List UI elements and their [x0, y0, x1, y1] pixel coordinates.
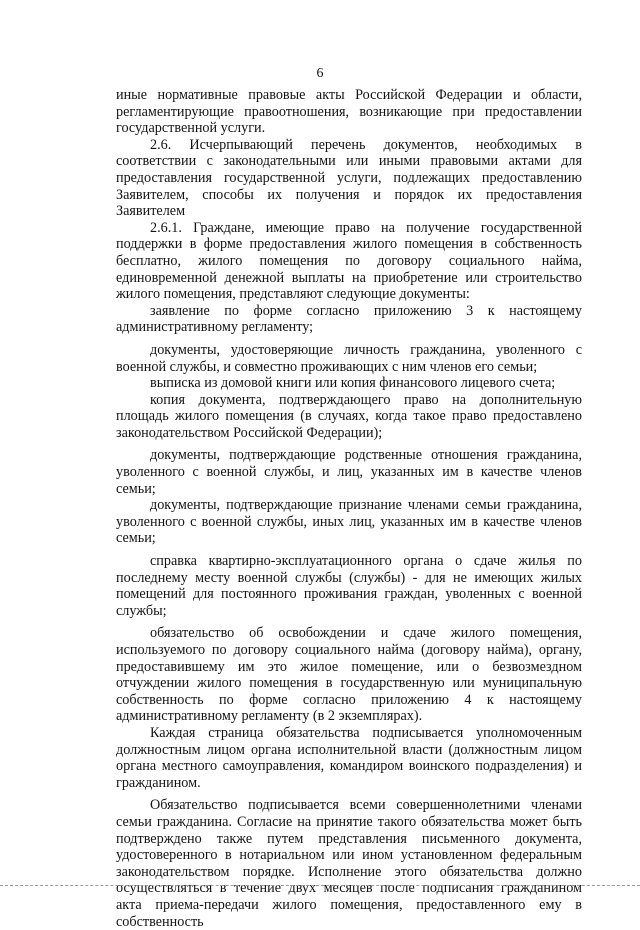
list-item: копия документа, подтверждающего право на дополнительную площадь жилого помещения (в случаях, когда такое право предоставлено законодательством Российской Федерации); — [116, 391, 582, 441]
page-number: 6 — [316, 66, 324, 81]
list-item: документы, удостоверяющие личность гражданина, уволенного с военной службы, и совместно проживающих с ним членов его семьи; — [116, 341, 582, 375]
paragraph: иные нормативные правовые акты Российской Федерации и области, регламентирующие правоотношения, возникающие при предоставлении государственной услуги. — [116, 87, 582, 137]
list-item: документы, подтверждающие признание членами семьи гражданина, уволенного с военной службы, иных лиц, указанных им в качестве членов семьи; — [116, 497, 582, 547]
document-body — [116, 87, 582, 930]
paragraph: Обязательство подписывается всеми совершеннолетними членами семьи гражданина. Согласие на принятие такого обязательства может быть подтверждено также путем представления письменного документа, удостоверенного в нотариальном или ином установленном федеральным законодательством порядке. Исполнение этого обязательства должно осуществляться в течение двух месяцев после подписания гражданином акта приема-передачи жилого помещения, предоставленного ему в собственность — [116, 797, 582, 930]
list-item: обязательство об освобождении и сдаче жилого помещения, используемого по договору социального найма (договору найма), органу, предоставившему им это жилое помещение, или о безвозмездном отчуждении жилого помещения в государственную или муниципальную собственность по форме согласно приложению 4 к настоящему административному регламенту (в 2 экземплярах). — [116, 625, 582, 725]
list-item: документы, подтверждающие родственные отношения гражданина, уволенного с военной службы, и лиц, указанных им в качестве членов семьи; — [116, 447, 582, 497]
page-bottom-edge — [0, 885, 640, 886]
list-item: заявление по форме согласно приложению 3 к настоящему административному регламенту; — [116, 302, 582, 336]
paragraph: 2.6.1. Граждане, имеющие право на получение государственной поддержки в форме предоставления жилого помещения в собственность бесплатно, жилого помещения по договору социального найма, единовременной денежной выплаты на приобретение или строительство жилого помещения, представляют следующие документы: — [116, 219, 582, 303]
list-item: выписка из домовой книги или копия финансового лицевого счета; — [150, 375, 556, 392]
list-item: справка квартирно-эксплуатационного органа о сдаче жилья по последнему месту военной службы (службы) - для не имеющих жилых помещений для постоянного проживания граждан, уволенных с военной службы; — [116, 553, 582, 619]
paragraph: Каждая страница обязательства подписывается уполномоченным должностным лицом органа исполнительной власти (должностным лицом органа местного самоуправления, командиром воинского подразделения) и гражданином. — [116, 724, 582, 791]
section-heading: 2.6. Исчерпывающий перечень документов, необходимых в соответствии с законодательными или иными правовыми актами для предоставления государственной услуги, подлежащих предоставлению Заявителем, способы их получения и порядок их предоставления Заявителем — [116, 136, 582, 220]
